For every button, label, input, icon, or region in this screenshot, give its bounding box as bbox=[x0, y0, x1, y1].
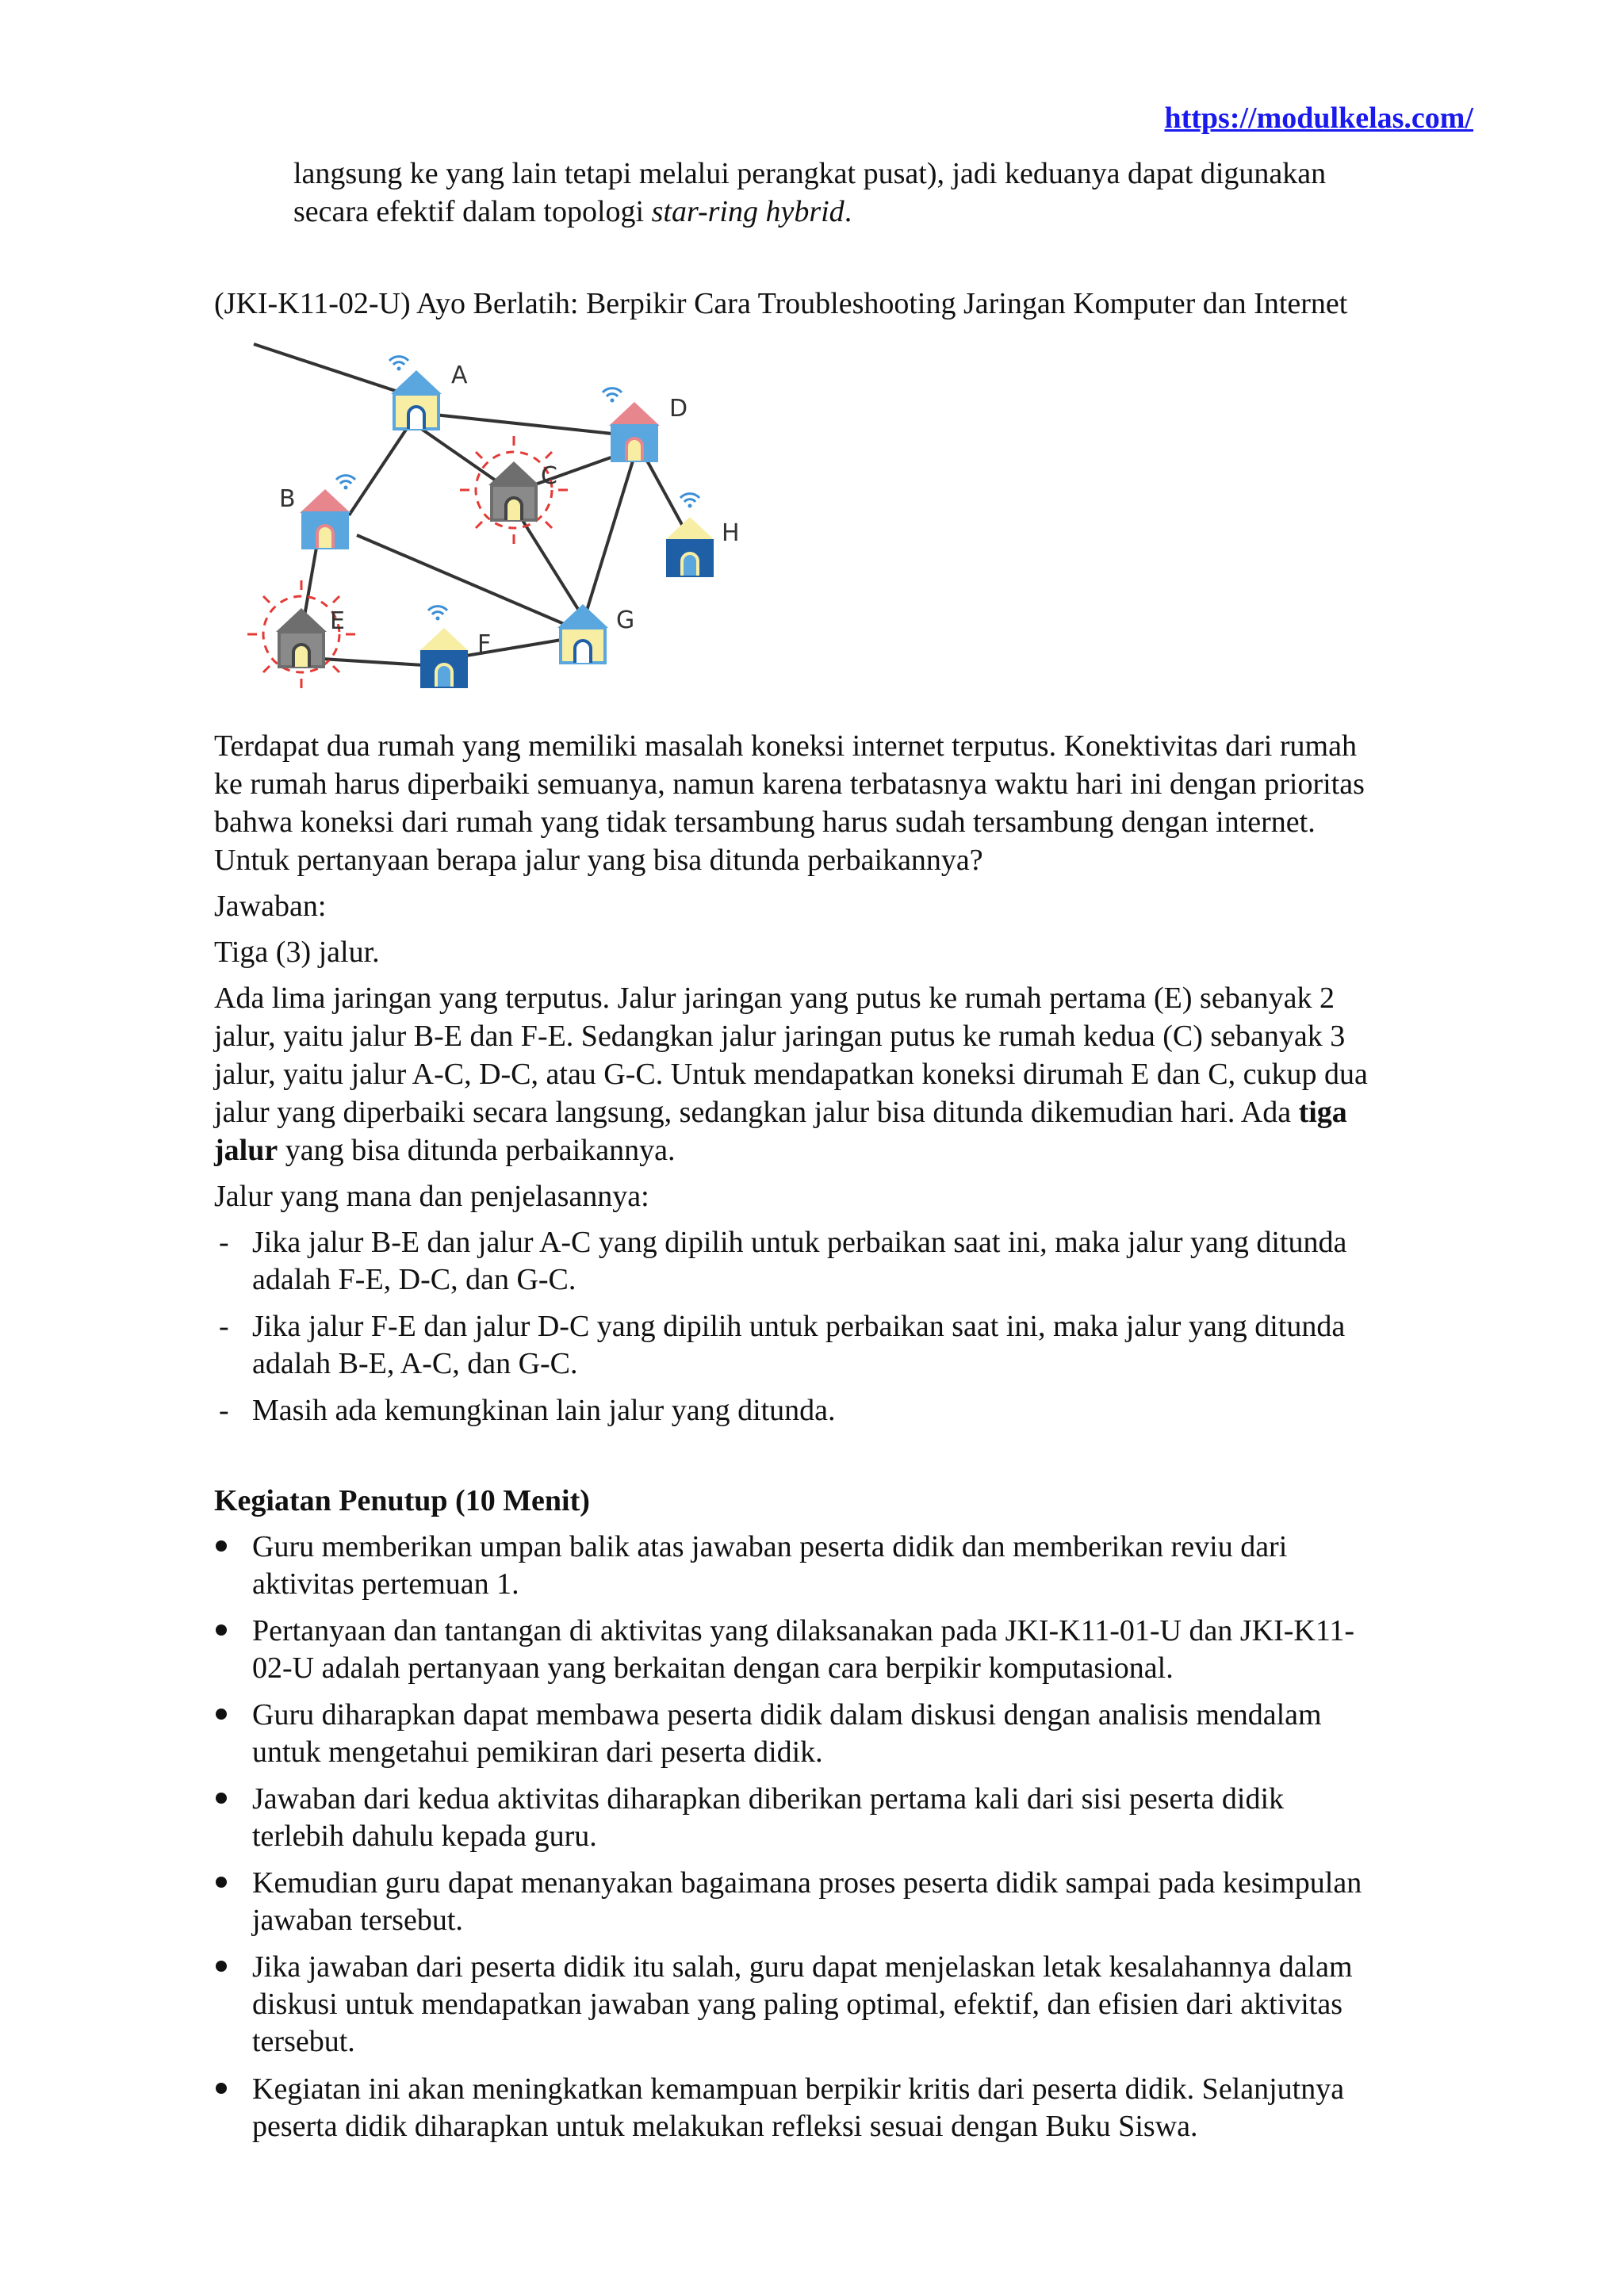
dash-marker: - bbox=[219, 1394, 229, 1427]
option-item-2 bbox=[219, 1308, 1513, 1383]
dash-marker: - bbox=[219, 1310, 229, 1343]
option-2-line-1: Jika jalur F-E dan jalur D-C yang dipilih untuk perbaikan saat ini, maka jalur yang ditunda bbox=[252, 1310, 1346, 1343]
bullet-2-line-1: Pertanyaan dan tantangan di aktivitas yang dilaksanakan pada JKI-K11-01-U dan JKI-K11- bbox=[252, 1614, 1355, 1647]
label-a: A bbox=[451, 362, 468, 389]
bullet-dot bbox=[216, 1709, 227, 1720]
intro-emphasis: star-ring hybrid bbox=[651, 195, 845, 228]
house-e bbox=[276, 607, 345, 667]
closing-bullet-7 bbox=[252, 2071, 1513, 2145]
label-b: B bbox=[279, 485, 296, 513]
answer-label: Jawaban: bbox=[214, 890, 327, 923]
explanation-line-1: Ada lima jaringan yang terputus. Jalur jaringan yang putus ke rumah pertama (E) sebanyak 2 bbox=[214, 982, 1335, 1015]
question-line-2: ke rumah harus diperbaiki semuanya, namun karena terbatasnya waktu hari ini dengan prioritas bbox=[214, 767, 1365, 801]
bullet-3-line-2: untuk mengetahui pemikiran dari peserta didik. bbox=[252, 1735, 823, 1769]
bullet-7-line-2: peserta didik diharapkan untuk melakukan refleksi sesuai dengan Buku Siswa. bbox=[252, 2110, 1198, 2143]
explanation-line-3: jalur, yaitu jalur A-C, D-C, atau G-C. Untuk mendapatkan koneksi dirumah E dan C, cukup dua bbox=[214, 1058, 1368, 1091]
bullet-dot bbox=[216, 1540, 227, 1552]
line-b-g bbox=[357, 535, 579, 630]
bullet-1-line-1: Guru memberikan umpan balik atas jawaban peserta didik dan memberikan reviu dari bbox=[252, 1530, 1288, 1563]
closing-bullet-2 bbox=[252, 1613, 1513, 1687]
explanation-line-4 bbox=[214, 1094, 1347, 1131]
option-1-line-1: Jika jalur B-E dan jalur A-C yang dipilih untuk perbaikan saat ini, maka jalur yang ditunda bbox=[252, 1226, 1347, 1259]
line-internet-a bbox=[254, 344, 412, 396]
question-line-1: Terdapat dua rumah yang memiliki masalah koneksi internet terputus. Konektivitas dari rumah bbox=[214, 729, 1357, 763]
label-c: C bbox=[541, 462, 557, 490]
explanation-bold-tiga: tiga bbox=[1298, 1096, 1347, 1129]
option-2-line-2: adalah B-E, A-C, dan G-C. bbox=[252, 1347, 578, 1380]
bullet-4-line-1: Jawaban dari kedua aktivitas diharapkan diberikan pertama kali dari sisi peserta didik bbox=[252, 1782, 1285, 1816]
bullet-6-line-2: diskusi untuk mendapatkan jawaban yang paling optimal, efektif, dan efisien dari aktivitas bbox=[252, 1988, 1343, 2021]
house-c bbox=[488, 461, 557, 520]
line-f-g bbox=[452, 638, 571, 658]
explanation-line-5-text: yang bisa ditunda perbaikannya. bbox=[278, 1134, 676, 1167]
network-diagram bbox=[214, 333, 769, 714]
which-label: Jalur yang mana dan penjelasannya: bbox=[214, 1180, 649, 1213]
intro-line-2-text: secara efektif dalam topologi bbox=[293, 195, 652, 228]
bullet-dot bbox=[216, 2083, 227, 2094]
label-e: E bbox=[330, 607, 345, 635]
label-f: F bbox=[477, 630, 492, 658]
bullet-6-line-3: tersebut. bbox=[252, 2025, 355, 2058]
label-d: D bbox=[669, 395, 688, 423]
closing-bullet-1 bbox=[252, 1529, 1513, 1603]
bullet-3-line-1: Guru diharapkan dapat membawa peserta didik dalam diskusi dengan analisis mendalam bbox=[252, 1698, 1322, 1732]
intro-line-1: langsung ke yang lain tetapi melalui perangkat pusat), jadi keduanya dapat digunakan bbox=[293, 157, 1327, 190]
bullet-1-line-2: aktivitas pertemuan 1. bbox=[252, 1567, 519, 1601]
label-h: H bbox=[722, 519, 740, 547]
intro-line-2 bbox=[293, 193, 852, 231]
bullet-6-line-1: Jika jawaban dari peserta didik itu salah, guru dapat menjelaskan letak kesalahannya dalam bbox=[252, 1950, 1353, 1984]
explanation-line-4-text: jalur yang diperbaiki secara langsung, sedangkan jalur bisa ditunda dikemudian hari. Ada bbox=[214, 1096, 1299, 1129]
option-item-1 bbox=[219, 1224, 1513, 1299]
bullet-4-line-2: terlebih dahulu kepada guru. bbox=[252, 1820, 597, 1853]
closing-bullet-6 bbox=[252, 1949, 1513, 2061]
option-1-line-2: adalah F-E, D-C, dan G-C. bbox=[252, 1263, 576, 1296]
label-g: G bbox=[616, 607, 635, 634]
dash-marker: - bbox=[219, 1226, 229, 1259]
option-3-line-1: Masih ada kemungkinan lain jalur yang ditunda. bbox=[252, 1394, 836, 1427]
header-url-link[interactable]: https://modulkelas.com/ bbox=[1164, 101, 1473, 135]
line-c-g bbox=[519, 515, 579, 610]
activity-title: (JKI-K11-02-U) Ayo Berlatih: Berpikir Cara Troubleshooting Jaringan Komputer dan Internet bbox=[214, 287, 1348, 320]
line-a-d bbox=[412, 412, 634, 436]
intro-line-2-end: . bbox=[844, 195, 852, 228]
question-line-3: bahwa koneksi dari rumah yang tidak tersambung harus sudah tersambung dengan internet. bbox=[214, 806, 1316, 839]
question-line-4: Untuk pertanyaan berapa jalur yang bisa ditunda perbaikannya? bbox=[214, 844, 983, 877]
closing-heading: Kegiatan Penutup (10 Menit) bbox=[214, 1484, 590, 1517]
house-d bbox=[603, 388, 688, 461]
bullet-5-line-1: Kemudian guru dapat menanyakan bagaimana proses peserta didik sampai pada kesimpulan bbox=[252, 1866, 1362, 1900]
explanation-line-2: jalur, yaitu jalur B-E dan F-E. Sedangkan jalur jaringan putus ke rumah kedua (C) sebanyak 3 bbox=[214, 1020, 1346, 1053]
explanation-line-5 bbox=[214, 1132, 675, 1169]
line-a-b bbox=[349, 420, 412, 515]
house-h bbox=[665, 494, 740, 576]
bullet-dot bbox=[216, 1624, 227, 1636]
bullet-dot bbox=[216, 1793, 227, 1804]
option-item-3 bbox=[219, 1392, 1513, 1429]
bullet-7-line-1: Kegiatan ini akan meningkatkan kemampuan berpikir kritis dari peserta didik. Selanjutnya bbox=[252, 2072, 1345, 2106]
house-f bbox=[419, 607, 491, 687]
closing-bullet-5 bbox=[252, 1865, 1513, 1939]
house-g bbox=[557, 604, 634, 663]
closing-bullet-3 bbox=[252, 1697, 1513, 1771]
explanation-bold-jalur: jalur bbox=[214, 1134, 278, 1167]
bullet-dot bbox=[216, 1961, 227, 1972]
bullet-2-line-2: 02-U adalah pertanyaan yang berkaitan dengan cara berpikir komputasional. bbox=[252, 1651, 1174, 1685]
line-d-g bbox=[587, 456, 634, 610]
bullet-5-line-2: jawaban tersebut. bbox=[252, 1904, 463, 1937]
closing-bullet-4 bbox=[252, 1781, 1513, 1855]
answer-value: Tiga (3) jalur. bbox=[214, 936, 380, 969]
house-b bbox=[279, 476, 355, 548]
bullet-dot bbox=[216, 1877, 227, 1888]
